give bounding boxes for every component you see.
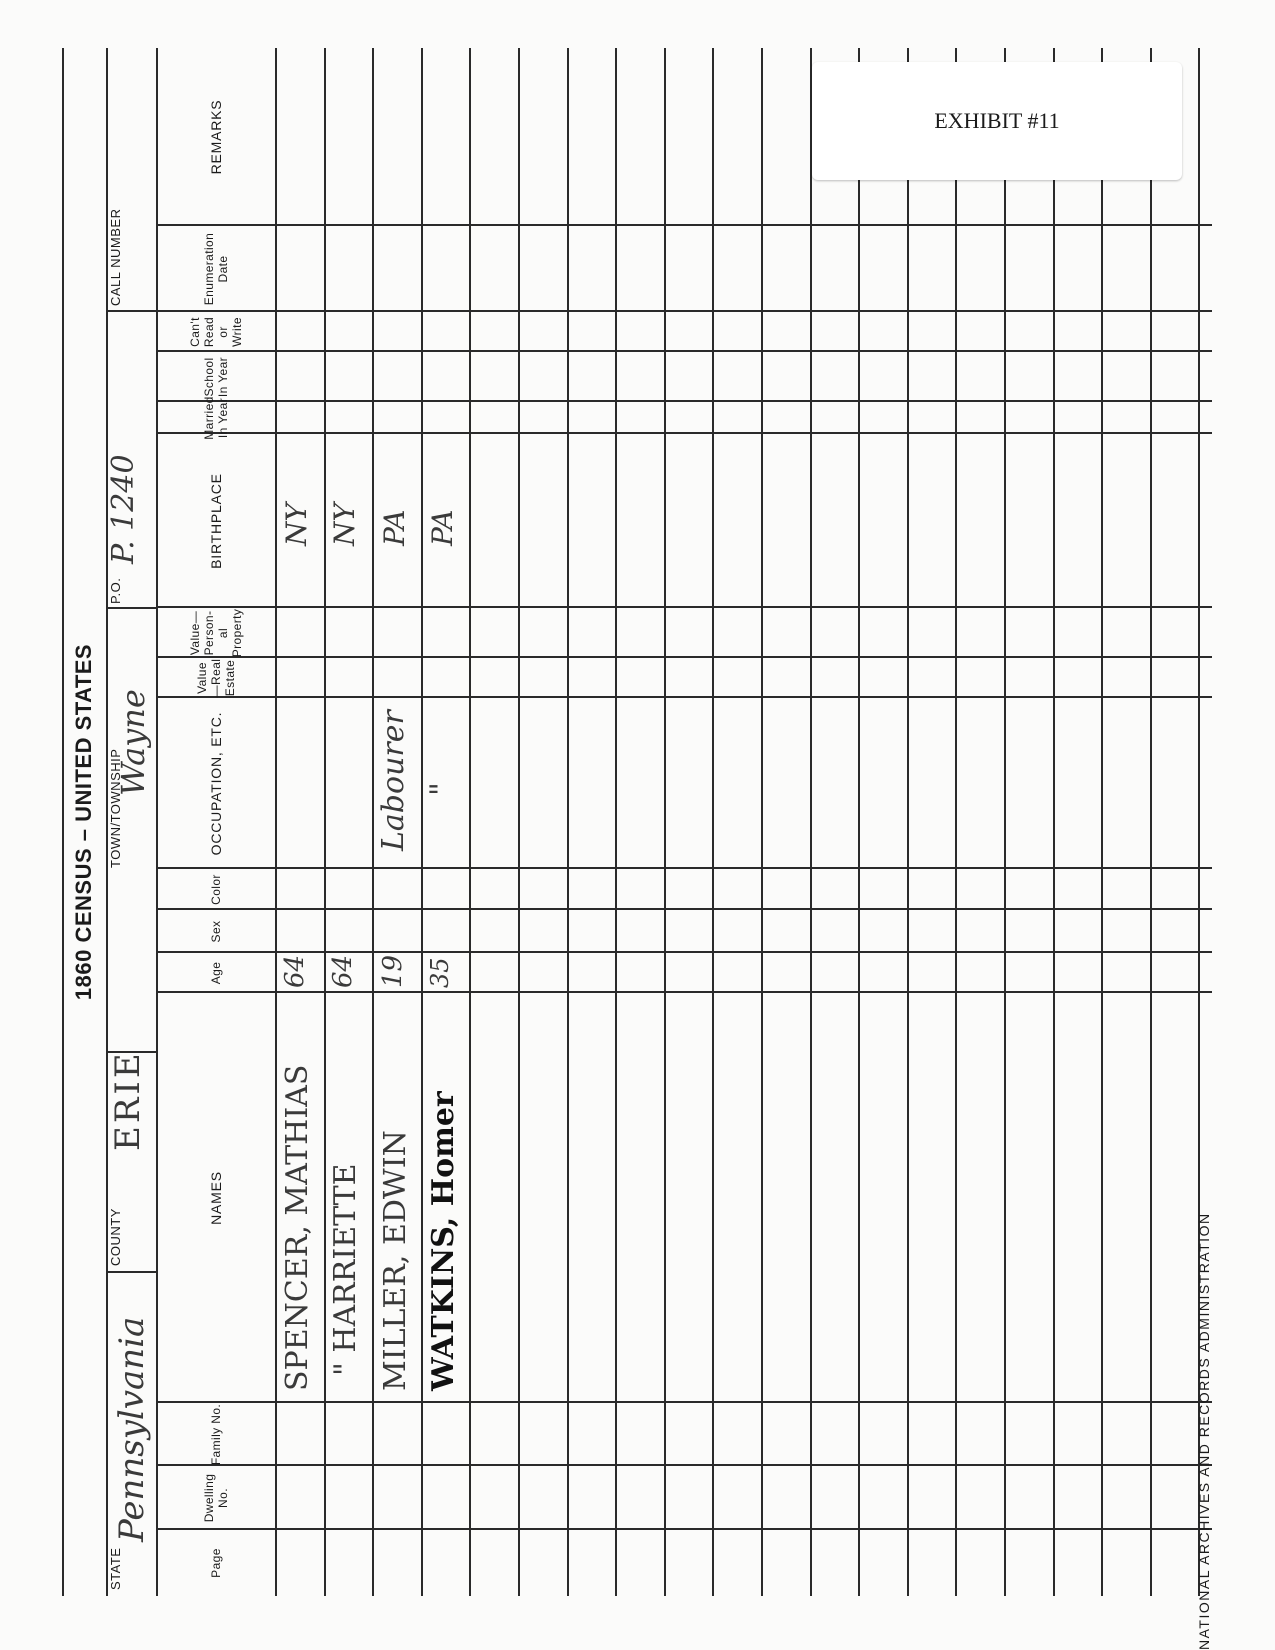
county-value: ERIE <box>108 1050 148 1151</box>
row-rule <box>372 48 374 1596</box>
entry-name: SPENCER, MATHIAS <box>280 1064 315 1391</box>
entry-occupation: Labourer <box>376 710 411 851</box>
entry-name: " HARRIETTE <box>328 1163 363 1376</box>
entry-occupation: " <box>424 782 459 796</box>
col-birthplace: BIRTHPLACE <box>207 473 224 569</box>
col-occupation: OCCUPATION, ETC. <box>207 711 224 856</box>
state-value: Pennsylvania <box>112 1316 152 1542</box>
col-enumeration-date: Enumeration Date <box>201 232 230 306</box>
row-rule <box>1150 48 1152 1596</box>
rule <box>106 1271 156 1273</box>
row-rule <box>518 48 520 1596</box>
row-rule <box>761 48 763 1596</box>
rule <box>62 48 64 1596</box>
col-school: School In Year <box>201 356 230 398</box>
row-rule <box>907 48 909 1596</box>
row-rule <box>955 48 957 1596</box>
row-rule <box>810 48 812 1596</box>
col-family: Family No. <box>208 1403 223 1466</box>
row-rule <box>1101 48 1103 1596</box>
col-sex: Sex <box>208 920 223 943</box>
footer-text: NATIONAL ARCHIVES AND RECORDS ADMINISTRATION <box>1196 1212 1212 1650</box>
town-label: TOWN/TOWNSHIP <box>108 748 123 868</box>
exhibit-label: EXHIBIT #11 <box>812 62 1182 180</box>
form-title: 1860 CENSUS – UNITED STATES <box>71 643 96 1001</box>
col-remarks: REMARKS <box>207 99 224 175</box>
rule <box>275 48 277 1596</box>
row-rule <box>664 48 666 1596</box>
entry-name: MILLER, EDWIN <box>378 1130 413 1391</box>
county-label: COUNTY <box>108 1208 123 1266</box>
col-page: Page <box>208 1548 223 1578</box>
row-rule <box>615 48 617 1596</box>
col-dwelling: Dwelling No. <box>201 1473 230 1523</box>
entry-birthplace: NY <box>328 503 361 546</box>
po-value: P. 1240 <box>106 454 141 564</box>
entry-age: 64 <box>280 954 310 988</box>
col-personal-property: Value—Person-al Property <box>187 608 244 658</box>
entry-age: 35 <box>426 957 454 988</box>
row-rule <box>1004 48 1006 1596</box>
entry-birthplace: PA <box>426 509 459 546</box>
row-rule <box>567 48 569 1596</box>
call-number-label: CALL NUMBER <box>108 208 123 306</box>
row-rule <box>712 48 714 1596</box>
row-rule <box>469 48 471 1596</box>
row-rule <box>324 48 326 1596</box>
col-age: Age <box>208 961 223 985</box>
census-form <box>62 48 1212 1596</box>
col-cant-read: Can't Read or Write <box>187 316 244 348</box>
po-label: P.O. <box>108 577 123 604</box>
col-names: NAMES <box>207 1171 224 1225</box>
state-label: STATE <box>108 1547 123 1590</box>
rule <box>106 310 156 312</box>
row-rule <box>1053 48 1055 1596</box>
col-married: Married In Year <box>201 396 230 440</box>
entry-birthplace: PA <box>378 509 411 546</box>
entry-age: 19 <box>378 954 408 988</box>
entry-name: WATKINS, Homer <box>426 1091 461 1391</box>
row-rule <box>858 48 860 1596</box>
col-color: Color <box>208 874 223 905</box>
rule <box>106 607 156 609</box>
row-rule <box>421 48 423 1596</box>
entry-birthplace: NY <box>280 503 313 546</box>
town-value: Wayne <box>114 689 152 796</box>
col-real-estate: Value—Real Estate <box>194 658 237 698</box>
entry-age: 64 <box>328 954 358 988</box>
